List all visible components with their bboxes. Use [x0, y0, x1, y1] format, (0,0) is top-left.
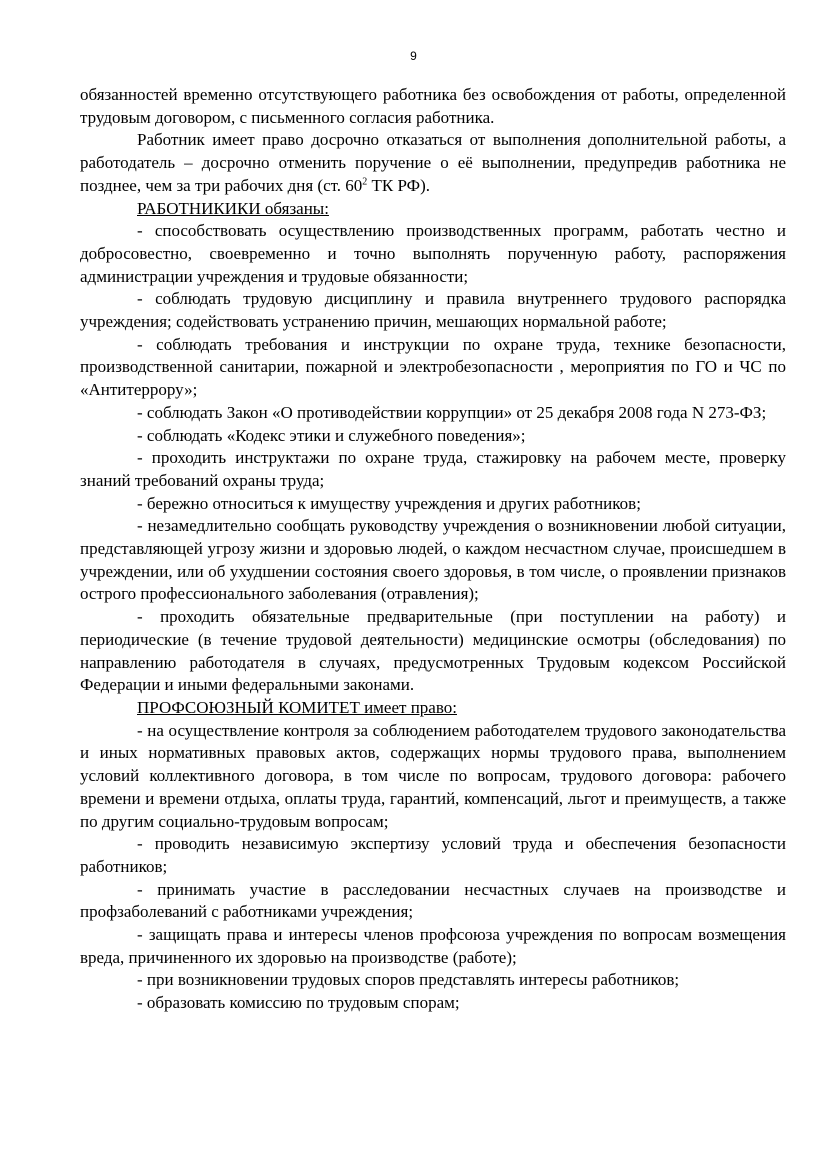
paragraph-text-end: ТК РФ).	[367, 175, 431, 195]
paragraph-text: Работник имеет право досрочно отказаться от выполнения дополнительной работы, а работодатель – досрочно отменить поручение о её выполнении, предупредив работника не позднее, чем за три рабочих дня (ст. 60	[80, 130, 786, 195]
employees-heading: РАБОТНИКИКИ обязаны:	[137, 198, 329, 218]
list-item: - проводить независимую экспертизу условий труда и обеспечения безопасности работников;	[80, 834, 786, 876]
paragraph-early-refusal	[80, 129, 786, 197]
list-item: - незамедлительно сообщать руководству учреждения о возникновении любой ситуации, представляющей угрозу жизни и здоровью людей, о каждом несчастном случае, происшедшем в учреждении, или об ухудшении состояния своего здоровья, в том числе, о проявлении признаков острого профессионального заболевания (отравления);	[80, 516, 786, 604]
list-item: - проходить инструктажи по охране труда, стажировку на рабочем месте, проверку знаний требований охраны труда;	[80, 448, 786, 490]
paragraph-continuation: обязанностей временно отсутствующего работника без освобождения от работы, определенной трудовым договором, с письменного согласия работника.	[80, 85, 786, 127]
committee-heading: ПРОФСОЮЗНЫЙ КОМИТЕТ имеет право:	[137, 697, 457, 717]
list-item: - образовать комиссию по трудовым спорам;	[137, 993, 460, 1013]
list-item: - принимать участие в расследовании несчастных случаев на производстве и профзаболеваний с работниками учреждения;	[80, 879, 786, 922]
list-item: - защищать права и интересы членов профсоюза учреждения по вопросам возмещения вреда, причиненного их здоровью на производстве (работе);	[80, 925, 786, 967]
list-item: - соблюдать «Кодекс этики и служебного поведения»;	[137, 425, 526, 445]
list-item: - соблюдать Закон «О противодействии коррупции» от 25 декабря 2008 года N 273-ФЗ;	[137, 402, 767, 422]
list-item: - соблюдать трудовую дисциплину и правила внутреннего трудового распорядка учреждения; содействовать устранению причин, мешающих нормальной работе;	[80, 289, 786, 332]
page-number: 9	[410, 49, 417, 63]
list-item: - при возникновении трудовых споров представлять интересы работников;	[137, 970, 680, 990]
list-item: - бережно относиться к имуществу учреждения и других работников;	[137, 493, 641, 513]
article-superscript: 2	[362, 176, 368, 188]
list-item: - способствовать осуществлению производственных программ, работать честно и добросовестно, своевременно и точно выполнять порученную работу, распоряжения администрации учреждения и трудовые обязанности;	[80, 221, 786, 286]
list-item: - соблюдать требования и инструкции по охране труда, технике безопасности, производственной санитарии, пожарной и электробезопасности , мероприятия по ГО и ЧС по «Антитеррору»;	[80, 334, 786, 400]
list-item: - проходить обязательные предварительные (при поступлении на работу) и периодические (в течение трудовой деятельности) медицинские осмотры (обследования) по направлению работодателя в случаях, предусмотренных Трудовым кодексом Российской Федерации и иными федеральными законами.	[80, 607, 786, 695]
list-item: - на осуществление контроля за соблюдением работодателем трудового законодательства и иных нормативных правовых актов, содержащих нормы трудового права, выполнением условий коллективного договора, в том числе по вопросам, трудового договора: рабочего времени и времени отдыха, оплаты труда, гарантий, компенсаций, льгот и преимуществ, а также по другим социально-трудовым вопросам;	[80, 720, 786, 831]
document-body	[80, 84, 786, 1015]
